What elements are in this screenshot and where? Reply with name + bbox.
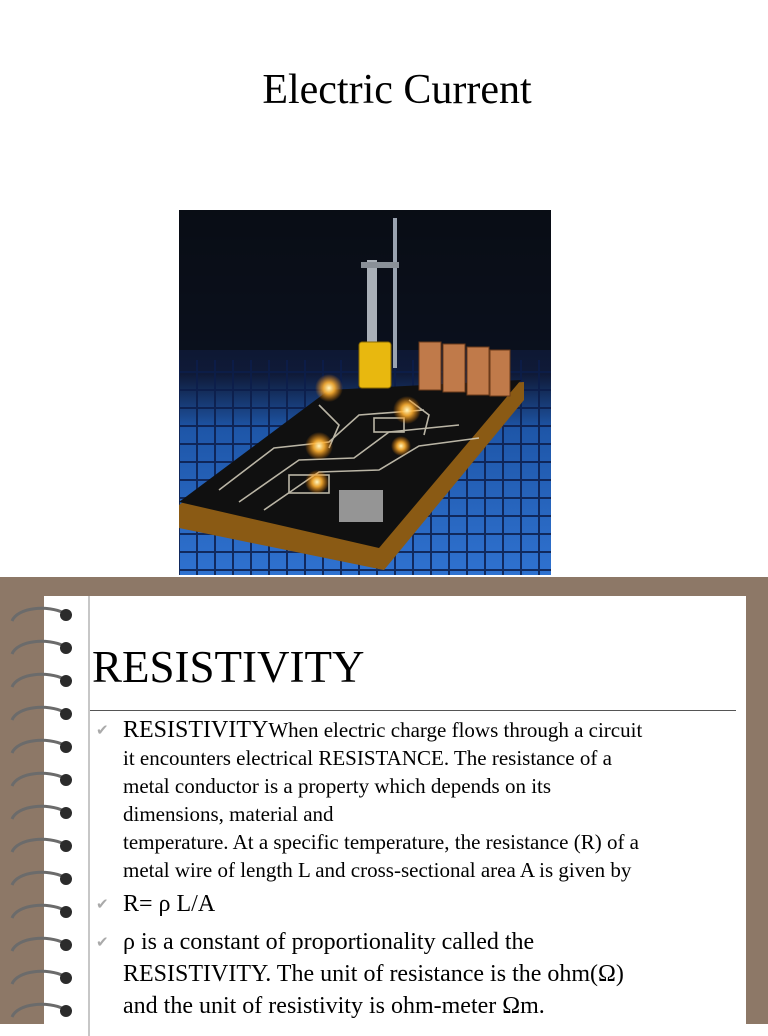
spiral-ring <box>12 773 64 786</box>
spiral-ring <box>12 1004 64 1017</box>
spiral-ring <box>12 905 64 918</box>
binding-hole <box>60 708 72 720</box>
title-underline <box>90 710 736 711</box>
binding-hole <box>60 609 72 621</box>
spiral-ring <box>12 707 64 720</box>
spiral-binding-icon <box>8 599 78 1029</box>
spiral-ring <box>12 740 64 753</box>
resistivity-title: RESISTIVITY <box>92 642 365 692</box>
binding-hole <box>60 906 72 918</box>
slide-title: Electric Current <box>262 67 532 113</box>
spiral-ring <box>12 839 64 852</box>
spiral-ring <box>12 608 64 621</box>
checkmark-icon: ✔ <box>96 895 109 913</box>
margin-line <box>88 596 90 1036</box>
binding-hole <box>60 972 72 984</box>
spiral-ring <box>12 641 64 654</box>
binding-hole <box>60 774 72 786</box>
bullet-rho-explanation: ✔ ρ is a constant of proportionality called the RESISTIVITY. The unit of resistance is the ohm(Ω) and the unit of resistivity is ohm-meter Ωm. <box>96 926 736 1022</box>
binding-hole <box>60 807 72 819</box>
binding-hole <box>60 1005 72 1017</box>
spiral-ring <box>12 674 64 687</box>
bullet-definition: ✔ RESISTIVITYWhen electric charge flows through a circuit it encounters electrical RESISTANCE. The resistance of a metal conductor is a property which depends on its dimensions, material and temperature. At a specific temperature, the resistance (R) of a metal wire of length L and cross-sectional area A is given by <box>96 717 643 882</box>
spiral-ring <box>12 872 64 885</box>
binding-hole <box>60 939 72 951</box>
spiral-ring <box>12 971 64 984</box>
bullet-list <box>96 716 736 1022</box>
circuit-board-photo <box>179 210 551 575</box>
binding-hole <box>60 675 72 687</box>
spiral-ring <box>12 938 64 951</box>
spiral-ring <box>12 806 64 819</box>
binding-hole <box>60 642 72 654</box>
binding-hole <box>60 741 72 753</box>
binding-hole <box>60 873 72 885</box>
binding-hole <box>60 840 72 852</box>
slide-resistivity <box>0 577 768 1024</box>
checkmark-icon: ✔ <box>96 933 109 951</box>
checkmark-icon: ✔ <box>96 721 109 739</box>
bullet-formula: ✔ R= ρ L/A <box>96 891 216 917</box>
